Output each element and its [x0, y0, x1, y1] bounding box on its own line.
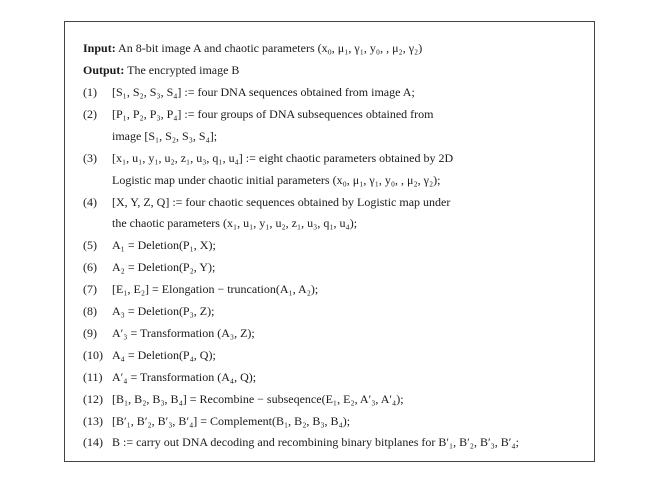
step-text: A₂ = Deletion(P₂, Y);: [112, 260, 216, 275]
step-text: [X, Y, Z, Q] := four chaotic sequences obtained by Logistic map under: [112, 194, 451, 209]
step-number: (3): [83, 150, 97, 165]
step-text: [B₁, B₂, B₃, B₄] = Recombine − subseqence(E₁, E₂, A′₃, A′₄);: [112, 391, 404, 406]
input-label: Input:: [83, 41, 116, 55]
output-text: The encrypted image B: [127, 63, 240, 77]
output-line: [83, 63, 239, 77]
step-text: image [S₁, S₂, S₃, S₄];: [112, 128, 218, 143]
step-text: A′₃ = Transformation (A₃, Z);: [112, 325, 255, 340]
step-number: (7): [83, 282, 97, 297]
output-label: Output:: [83, 63, 125, 77]
step-text: A′₄ = Transformation (A₄, Q);: [112, 369, 257, 384]
step-text: Logistic map under chaotic initial parameters (x₀, μ₁, γ₁, y₀, , μ₂, γ₂);: [112, 172, 441, 187]
step-text: A₄ = Deletion(P₄, Q);: [112, 347, 216, 362]
step-text: [B′₁, B′₂, B′₃, B′₄] = Complement(B₁, B₂, B₃, B₄);: [112, 413, 351, 428]
step-number: (6): [83, 260, 97, 275]
step-text: A₃ = Deletion(P₃, Z);: [112, 304, 215, 318]
step-text: B := carry out DNA decoding and recombining binary bitplanes for B′₁, B′₂, B′₃, B′₄;: [112, 435, 519, 450]
step-number: (11): [83, 369, 103, 384]
step-text: [x₁, u₁, y₁, u₂, z₁, u₃, q₁, u₄] := eight chaotic parameters obtained by 2D: [112, 150, 454, 165]
step-number: (1): [83, 85, 97, 99]
input-text: An 8-bit image A and chaotic parameters (x₀, μ₁, γ₁, y₀, , μ₂, γ₂): [118, 41, 423, 55]
input-line: [83, 41, 422, 55]
step-number: (13): [83, 413, 103, 428]
step-text: [P₁, P₂, P₃, P₄] := four groups of DNA subsequences obtained from: [112, 106, 434, 121]
step-number: (9): [83, 325, 97, 340]
step-number: (8): [83, 304, 97, 318]
step-text: [S₁, S₂, S₃, S₄] := four DNA sequences obtained from image A;: [112, 85, 415, 99]
step-number: (5): [83, 238, 97, 253]
step-number: (12): [83, 391, 103, 406]
step-text: the chaotic parameters (x₁, u₁, y₁, u₂, z₁, u₃, q₁, u₄);: [112, 216, 358, 231]
step-number: (10): [83, 347, 103, 362]
step-number: (4): [83, 194, 97, 209]
step-number: (14): [83, 435, 103, 450]
step-number: (2): [83, 106, 97, 121]
step-text: A₁ = Deletion(P₁, X);: [112, 238, 216, 253]
step-text: [E₁, E₂] = Elongation − truncation(A₁, A₂);: [112, 282, 319, 297]
